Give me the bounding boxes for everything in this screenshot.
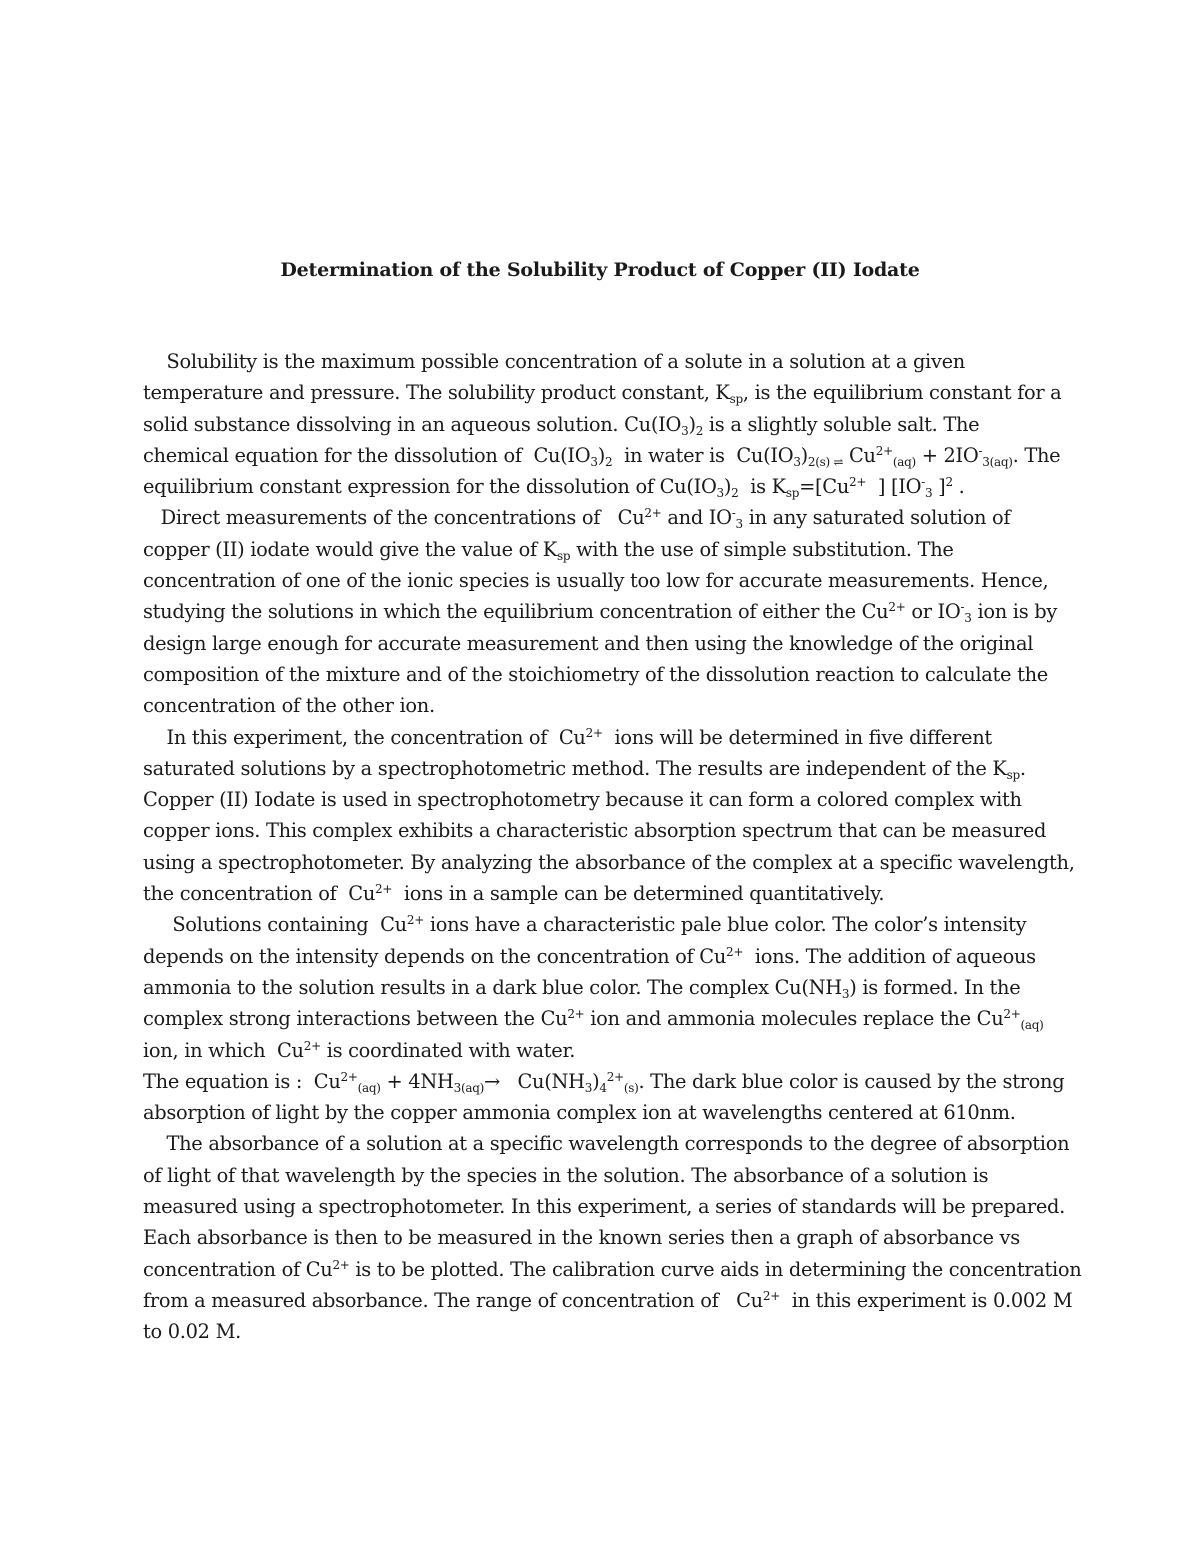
subscript: 3 (735, 517, 743, 532)
superscript: - (921, 475, 925, 490)
text-run: measured using a spectrophotometer. In this experiment, a series of standards will be prepared. (143, 1195, 1065, 1219)
superscript: 2+ (762, 1288, 780, 1303)
text-run: or IO (905, 600, 961, 624)
subscript: 3(aq) (453, 1080, 484, 1095)
text-run: depends on the intensity depends on the concentration of Cu (143, 944, 727, 968)
text-run: ] [IO (866, 475, 922, 499)
text-line (143, 847, 1073, 878)
text-run: and IO (661, 506, 732, 530)
subscript: 3(aq) (982, 454, 1013, 469)
text-line (143, 1316, 1073, 1347)
text-line (143, 1003, 1073, 1034)
text-line (143, 628, 1073, 659)
text-line (143, 1222, 1073, 1253)
subscript: sp (729, 392, 743, 407)
text-run: in any saturated solution of (742, 506, 1011, 530)
text-line (143, 878, 1073, 909)
superscript: 2+ (303, 1038, 321, 1053)
text-run: The equation is : Cu (143, 1069, 341, 1093)
text-run: , is the equilibrium constant for a (742, 381, 1062, 405)
text-run: ions have a characteristic pale blue color. The color’s intensity (423, 913, 1027, 937)
subscript: 3 (681, 423, 689, 438)
superscript: 2+ (849, 475, 867, 490)
text-run: design large enough for accurate measurement and then using the knowledge of the original (143, 631, 1034, 655)
superscript: 2+ (888, 600, 906, 615)
superscript: 2+ (1003, 1007, 1021, 1022)
subscript: 4 (599, 1080, 607, 1095)
text-run: in water is Cu(IO (612, 443, 794, 467)
text-run: ] (932, 475, 946, 499)
superscript: 2+ (375, 882, 393, 897)
text-run: ) (688, 412, 696, 436)
text-run: studying the solutions in which the equilibrium concentration of either the Cu (143, 600, 889, 624)
text-line (143, 565, 1073, 596)
text-run: ) is formed. In the (849, 975, 1021, 999)
subscript: 3 (793, 454, 801, 469)
text-run: =[Cu (799, 475, 850, 499)
text-run: is to be plotted. The calibration curve aids in determining the concentration (349, 1257, 1082, 1281)
text-line (143, 941, 1073, 972)
text-line (143, 534, 1073, 565)
subscript: 3 (924, 486, 933, 501)
text-run: Copper (II) Iodate is used in spectrophotometry because it can form a colored complex with (143, 788, 1022, 812)
text-line (143, 596, 1073, 627)
text-run: is K (738, 475, 786, 499)
text-run: + 4NH (380, 1069, 454, 1093)
subscript: (s) (623, 1080, 639, 1095)
text-run: + 2IO (915, 443, 979, 467)
text-line (143, 753, 1073, 784)
superscript: 2+ (726, 944, 744, 959)
superscript: 2+ (606, 1069, 624, 1084)
text-run: using a spectrophotometer. By analyzing the absorbance of the complex at a specific wavelength, (143, 850, 1075, 874)
superscript: 2+ (644, 506, 662, 521)
text-run: ion, in which Cu (143, 1038, 304, 1062)
superscript: 2+ (332, 1257, 350, 1272)
text-run: ion is by (971, 600, 1057, 624)
text-line (143, 659, 1073, 690)
text-line (143, 1035, 1073, 1066)
text-line (143, 502, 1073, 533)
text-run: copper (II) iodate would give the value of K (143, 537, 557, 561)
text-line (143, 1128, 1073, 1159)
subscript: 3 (716, 486, 724, 501)
text-run: ) (800, 443, 808, 467)
text-run: copper ions. This complex exhibits a characteristic absorption spectrum that can be measured (143, 819, 1047, 843)
subscript: 2 (695, 423, 704, 438)
text-run: in this experiment is 0.002 M (779, 1288, 1073, 1312)
text-run: the concentration of Cu (143, 882, 376, 906)
subscript: 3 (841, 986, 850, 1001)
text-run: The absorbance of a solution at a specific wavelength corresponds to the degree of absorption (143, 1132, 1070, 1156)
text-run: ) (597, 443, 605, 467)
superscript: 2+ (567, 1007, 585, 1022)
text-line (143, 471, 1073, 502)
superscript: 2 (945, 475, 953, 490)
text-line (143, 346, 1073, 377)
text-line (143, 1254, 1082, 1285)
text-line (143, 440, 1073, 471)
text-run: ions in a sample can be determined quantitatively. (392, 882, 885, 906)
text-run: saturated solutions by a spectrophotometric method. The results are independent of the K (143, 756, 1007, 780)
subscript: 3 (590, 454, 598, 469)
text-line (143, 377, 1073, 408)
text-run: is coordinated with water. (320, 1038, 576, 1062)
text-run: . The dark blue color is caused by the strong (638, 1069, 1065, 1093)
text-run: Direct measurements of the concentrations of Cu (143, 506, 645, 530)
superscript: 2+ (340, 1069, 358, 1084)
subscript: (aq) (357, 1080, 381, 1095)
document-title: Determination of the Solubility Product of Copper (II) Iodate (280, 259, 920, 281)
text-run: Each absorbance is then to be measured in the known series then a graph of absorbance vs (143, 1226, 1020, 1250)
subscript: 2(s) ⇌ (807, 454, 844, 469)
superscript: 2+ (406, 913, 424, 928)
text-run: → Cu(NH (483, 1069, 585, 1093)
text-run: . (1019, 756, 1026, 780)
document-body (143, 346, 1082, 1348)
subscript: 3 (964, 611, 972, 626)
text-run: Solutions containing Cu (143, 913, 407, 937)
text-line (143, 909, 1073, 940)
superscript: 2+ (585, 725, 603, 740)
text-line (143, 409, 1073, 440)
text-line (143, 690, 1073, 721)
text-run: ion and ammonia molecules replace the Cu (584, 1007, 1004, 1031)
subscript: 3 (584, 1080, 593, 1095)
text-run: ) (723, 475, 732, 499)
text-line (143, 1285, 1073, 1316)
text-run: . (952, 475, 965, 499)
text-line (143, 722, 1073, 753)
text-line (143, 784, 1073, 815)
text-run: of light of that wavelength by the species in the solution. The absorbance of a solution is (143, 1163, 989, 1187)
text-run: ions will be determined in five different (602, 725, 992, 749)
text-line (143, 1160, 1073, 1191)
text-line (143, 972, 1073, 1003)
text-run: absorption of light by the copper ammonia complex ion at wavelengths centered at 610nm. (143, 1101, 1016, 1125)
superscript: - (731, 506, 736, 521)
text-run: equilibrium constant expression for the dissolution of Cu(IO (143, 475, 717, 499)
text-run: In this experiment, the concentration of Cu (143, 725, 586, 749)
text-line (143, 1097, 1073, 1128)
superscript: - (978, 443, 983, 458)
text-run: . The (1012, 443, 1061, 467)
text-run: composition of the mixture and of the stoichiometry of the dissolution reaction to calculate the (143, 662, 1048, 686)
text-run: ammonia to the solution results in a dark blue color. The complex Cu(NH (143, 975, 842, 999)
subscript: (aq) (892, 454, 916, 469)
text-run: Cu (843, 443, 876, 467)
superscript: 2+ (875, 443, 893, 458)
text-run: is a slightly soluble salt. The (703, 412, 980, 436)
subscript: 2 (731, 486, 739, 501)
superscript: - (960, 600, 965, 615)
text-run: solid substance dissolving in an aqueous solution. Cu(IO (143, 412, 682, 436)
subscript: (aq) (1020, 1018, 1044, 1033)
text-run: from a measured absorbance. The range of concentration of Cu (143, 1288, 763, 1312)
text-run: Solubility is the maximum possible concentration of a solute in a solution at a given (143, 350, 965, 373)
text-run: to 0.02 M. (143, 1320, 241, 1344)
text-run: ) (592, 1069, 600, 1093)
text-run: with the use of simple substitution. The (570, 537, 954, 561)
subscript: 2 (605, 454, 613, 469)
subscript: sp (556, 548, 571, 563)
text-run: complex strong interactions between the Cu (143, 1007, 568, 1031)
text-run: ions. The addition of aqueous (743, 944, 1036, 968)
text-run: concentration of one of the ionic species is usually too low for accurate measurements. Hence, (143, 569, 1049, 593)
subscript: sp (1006, 767, 1020, 782)
text-line (143, 1066, 1073, 1097)
text-run: concentration of the other ion. (143, 694, 435, 718)
text-line (143, 815, 1073, 846)
subscript: sp (785, 486, 800, 501)
text-run: concentration of Cu (143, 1257, 333, 1281)
text-run: temperature and pressure. The solubility product constant, K (143, 381, 730, 405)
text-line (143, 1191, 1073, 1222)
text-run: chemical equation for the dissolution of Cu(IO (143, 443, 591, 467)
